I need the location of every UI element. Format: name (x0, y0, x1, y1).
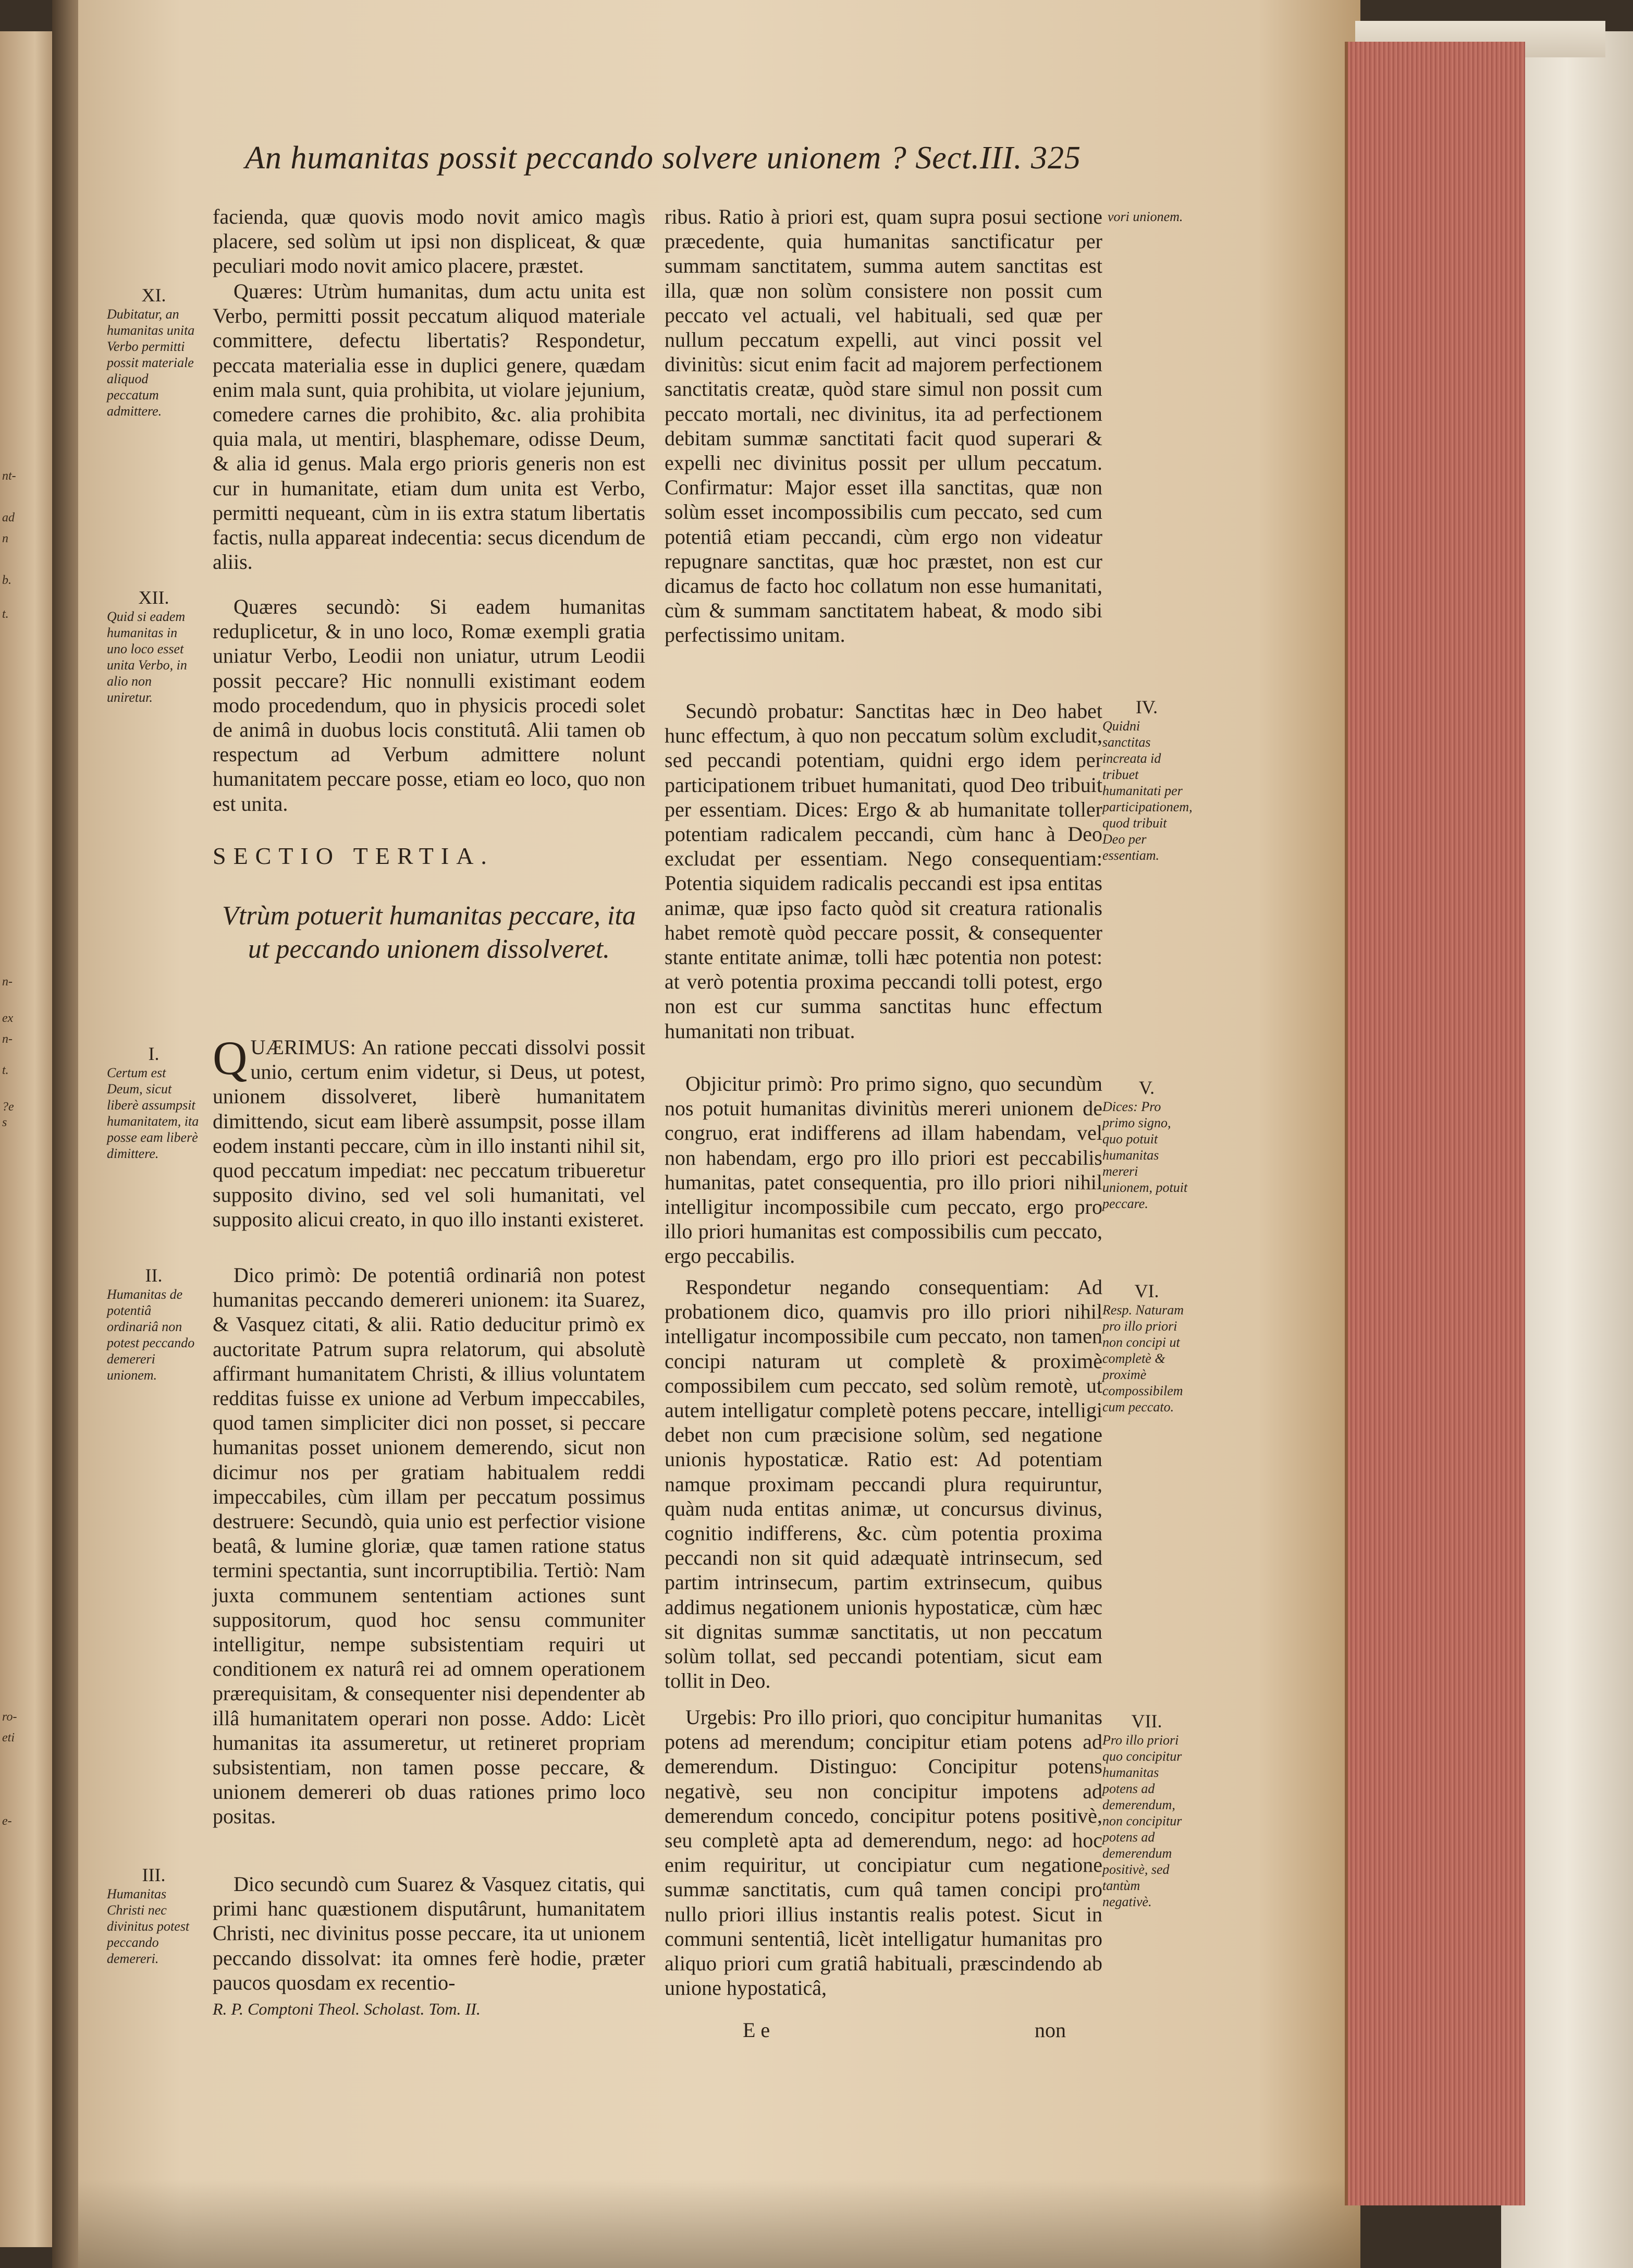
left-page-fragment: t. (2, 1064, 9, 1077)
left-page-fragment: ex (2, 1011, 14, 1025)
col1-ii-text: Dico primò: De potentiâ ordinariâ non potest humanitas peccando demereri unionem: ita Suarez, & Vasquez citati, & alii. Ratio deducitur primò ex auctoritate Patrum supra relatorum, qui absolutè affirmant humanitatem Christi, & illius voluntatem redditas fuisse ex unione ad Verbum impeccabiles, quod tamen simpliciter dici non posset, si peccare humanitas posset unionem demerendo, sicut non dicimur nos per gratiam habitualem reddi impeccabiles, cùm illam per peccatum possimus destruere: Secundò, quia unio est perfectior visione beatâ, & lumine gloriæ, quæ tamen ratione status termini spectantia, sunt incorruptibilia. Tertiò: Nam juxta communem sententiam actiones sunt suppositorum, quod hoc sensu communiter intelligitur, nempe subsistentiam requiri ut conditionem ex naturâ rei ad omnem operationem prærequisitam, & consequenter nisi dependenter ab illâ humanitatem operari non posse. Addo: Licèt humanitas ita assumeretur, ut retineret propriam subsistentiam, non tamen posse peccare, & unionem demereri ob duas rationes primo loco positas. (213, 1263, 645, 1828)
margin-number: XI. (141, 285, 166, 306)
margin-number: IV. (1135, 697, 1158, 717)
margin-number: V. (1138, 1077, 1155, 1098)
left-page-fragment: e- (2, 1814, 12, 1828)
col2-paragraph-v (665, 1071, 1102, 1269)
margin-note-text: Dices: Pro primo signo, quo potuit humanitas mereri unionem, potuit peccare. (1102, 1099, 1188, 1211)
col2-vii-text: Urgebis: Pro illo priori, quo concipitur humanitas potens ad merendum; concipitur etiam potens ad demerendum. Distinguo: Concipitur potens negativè, seu non concipitur impotens ad demerendum concedo, concipitur potens positivè, seu completè apta ad demerendum, nego: ad hoc enim requiritur, ut concipiatur cum negatione summæ sanctitatis, cum quâ tamen concipi pro nullo priori illius instantis realis potest. Sicut in communi sententiâ, licèt intelligatur humanitas pro aliquo priori cum gratiâ habituali, præscindendo ab unione hypostaticâ, (665, 1705, 1102, 2000)
col2-top-text: ribus. Ratio à priori est, quam supra posui sectione præcedente, quia humanitas sanctificatur per summam sanctitatem, summa autem sanctitas est illa, quæ non solùm consistere non possit cum peccato vel actuali, vel habituali, sed quæ per nullum peccatum expelli, aut vinci possit vel divinitùs: sicut enim facit ad majorem perfectionem sanctitatis creatæ, quòd stare simul non possit cum peccato mortali, nec divinitus, ita ad perfectionem debitam summæ sanctitati facit quod superari & expelli nec divinitus possit per ullum peccatum. Confirmatur: Major esset illa sanctitas, quæ non solùm esset incompossibilis cum peccato, sed cum potentiâ etiam peccandi, cùm ergo non videatur repugnare sanctitas, quæ hoc præstet, non est cur dicamus de facto hoc collatum non esse humanitati, cùm & summam sanctitatem habeat, & modo sibi perfectissimo unitam. (665, 205, 1102, 647)
margin-note-text: Resp. Naturam pro illo priori non concipi ut completè & proximè compossibilem cum peccato. (1102, 1302, 1184, 1415)
left-page-fragment: ro- (2, 1710, 17, 1724)
col1-paragraph-ii (213, 1263, 645, 1829)
section-title: SECTIO TERTIA. (213, 843, 494, 869)
margin-note-xii (107, 587, 201, 705)
margin-note-text: Dubitatur, an humanitas unita Verbo permitti possit materiale aliquod peccatum admittere. (107, 307, 195, 419)
margin-note-text: Quid si eadem humanitas in uno loco esset unita Verbo, in alio non uniretur. (107, 609, 187, 705)
margin-number: XII. (138, 587, 169, 608)
margin-note-iv (1102, 696, 1191, 863)
left-page-fragment: n- (2, 975, 13, 989)
margin-note-text: Pro illo priori quo concipitur humanitas potens ad demerendum, non concipitur potens ad demerendum positivè, sed tantùm negativè. (1102, 1733, 1182, 1909)
margin-note-xi (107, 284, 201, 419)
margin-note-vi (1102, 1280, 1191, 1415)
left-page-fragment: n (2, 532, 8, 545)
col1-xii-text: Quæres secundò: Si eadem humanitas reduplicetur, & in uno loco, Romæ exempli gratia uniatur Verbo, Leodii non uniatur, utrum Leodii possit peccare? Hic nonnulli existimant eodem modo procedendum, quo in physicis procedi solet de animâ in duobus locis constitutâ. Alii tamen ob respectum ad Verbum admittere nolunt humanitatem peccare posse, etiam eo loco, quo non est unita. (213, 595, 645, 815)
page-shadow (78, 2179, 1360, 2268)
margin-number: VII. (1131, 1711, 1162, 1732)
left-page-fragment: s (2, 1116, 7, 1129)
margin-note-v (1102, 1077, 1191, 1212)
drop-cap: Q (213, 1031, 248, 1084)
left-page-fragment: eti (2, 1731, 15, 1745)
margin-note-i (107, 1043, 201, 1162)
left-page-fragment: ad (2, 511, 15, 525)
left-page-fragment: nt- (2, 469, 16, 483)
col2-v-text: Objicitur primò: Pro primo signo, quo secundùm nos potuit humanitas divinitùs mereri unionem de congruo, erat indifferens ad illam habendam, vel non habendam, ergo pro illo priori est peccabilis humanitas, patet consequentia, pro illo priori nihil intelligitur incompossibile cum peccato, ergo pro illo priori humanitas est compossibilis cum peccato, ergo peccabilis. (665, 1072, 1102, 1268)
left-page-edge (0, 31, 58, 2247)
col1-top-text: facienda, quæ quovis modo novit amico magìs placere, sed solùm ut ipsi non displiceat, & quæ peculiari modo novit amico placere, præstet. (213, 205, 645, 278)
col1-paragraph-xii (213, 594, 645, 816)
margin-note-top-right (1108, 209, 1191, 225)
col2-paragraph-iv (665, 699, 1102, 1043)
catchword: non (1035, 2018, 1066, 2042)
red-page-edges (1345, 42, 1525, 2205)
margin-note-vii (1102, 1710, 1191, 1910)
col2-vi-text: Respondetur negando consequentiam: Ad probationem dico, quamvis pro illo priori nihil intelligatur incompossibile cum peccato, non tamen concipi naturam ut completè & proximè compossibilem cum peccato, sed solùm remotè, ut autem intelligatur completè potens peccare, intelligi debet non cum præcisione solùm, sed negatione unionis hypostaticæ. Ratio est: Ad potentiam namque proximam peccandi plura requiruntur, quàm nuda entitas animæ, ut concursus divinus, cognitio indifferens, &c. cùm potentia proxima peccandi non sit quid adæquatè intrinsecum, sed partim intrinsecum, partim extrinsecum, quibus addimus negationem unionis hypostaticæ, cùm hæc sit dignitas summæ sanctitatis, ut non peccatum solùm tollat, sed peccandi potentiam, sicut eam tollit in Deo. (665, 1275, 1102, 1693)
left-page-fragment: b. (2, 574, 11, 587)
footer-credit: R. P. Comptoni Theol. Scholast. Tom. II. (213, 1999, 481, 2018)
col1-paragraph-xi (213, 279, 645, 574)
margin-number: II. (145, 1265, 163, 1286)
margin-note-text: Humanitas Christi nec divinitus potest peccando demereri. (107, 1886, 190, 1966)
margin-number: III. (142, 1864, 166, 1885)
left-page-fragment: n- (2, 1032, 13, 1046)
left-page-fragment: ?e (2, 1100, 14, 1114)
col1-paragraph-i (213, 1031, 645, 1232)
margin-note-text: vori unionem. (1108, 209, 1183, 224)
margin-note-text: Certum est Deum, sicut liberè assumpsit humanitatem, ita posse eam liberè dimittere. (107, 1065, 199, 1161)
running-head: An humanitas possit peccando solvere unionem ? Sect.III. 325 (245, 140, 1081, 176)
col2-top-paragraph (665, 204, 1102, 648)
margin-number: I. (148, 1043, 159, 1064)
col1-iii-text: Dico secundò cum Suarez & Vasquez citatis, qui primi hanc quæstionem disputârunt, humanitatem Christi, nec divinitus posse peccare, ita ut unionem peccando dissolvat: ita omnes ferè hodie, præter paucos quosdam ex recentio- (213, 1872, 645, 1994)
col1-paragraph-iii (213, 1872, 645, 1995)
margin-number: VI. (1134, 1281, 1159, 1301)
margin-note-text: Quidni sanctitas increata id tribuet humanitati per participationem, quod tribuit Deo per essentiam. (1102, 718, 1193, 863)
left-page-fragment: t. (2, 607, 9, 621)
col2-paragraph-vii (665, 1705, 1102, 2000)
margin-note-text: Humanitas de potentiâ ordinariâ non potest peccando demereri unionem. (107, 1287, 195, 1383)
signature-mark: E e (743, 2018, 770, 2042)
section-subtitle: Vtrùm potuerit humanitas peccare, ita ut peccando unionem dissolveret. (222, 901, 636, 964)
col1-xi-text: Quæres: Utrùm humanitas, dum actu unita est Verbo, permitti possit peccatum aliquod materiale committere, defectu libertatis? Respondetur, peccata materialia esse in duplici genere, quædam enim mala sunt, quia prohibita, ut violare jejunium, comedere carnes die prohibito, &c. alia prohibita quia mala, ut mentiri, blasphemare, odisse Deum, & alia id genus. Mala ergo prioris generis non est cur in humanitate, etiam dum unita est Verbo, permitti nequeant, cùm in iis extra statum libertatis factis, nulla appareat indecentia: secus dicendum de aliis. (213, 279, 645, 574)
col2-iv-text: Secundò probatur: Sanctitas hæc in Deo habet hunc effectum, à quo non peccatum solùm excludit, sed peccandi potentiam, quidni ergo idem per participationem tribuet humanitati, quod Deo tribuit per essentiam. Dices: Ergo & ab humanitate toller potentiam radicalem peccandi, cùm hanc à Deo excludat per essentiam. Nego consequentiam: Potentia siquidem radicalis peccandi est ipsa entitas animæ, quæ ipso facto quòd sit creatura rationalis habet remotè quòd peccare possit, & consequenter stante entitate animæ, tolli hæc potentia non potest: at verò potentia proxima peccandi tolli potest, ergo non est cur summa sanctitas hunc effectum humanitati non tribuat. (665, 699, 1102, 1043)
col2-paragraph-vi (665, 1275, 1102, 1693)
col1-top-paragraph (213, 204, 645, 278)
margin-note-iii (107, 1864, 201, 1967)
margin-note-ii (107, 1264, 201, 1383)
col1-i-text: UÆRIMUS: An ratione peccati dissolvi possit unio, certum enim videtur, si Deus, ut potest, unionem dissolveret, liberè humanitatem dimittendo, sicut eam liberè assumpsit, posse illam eodem instanti peccare, cùm in illo instanti nihil sit, quod peccatum impediat: nec peccatum tribueretur supposito divino, sed vel soli humanitati, vel supposito alicui creato, in quo illo instanti existeret. (213, 1035, 645, 1231)
